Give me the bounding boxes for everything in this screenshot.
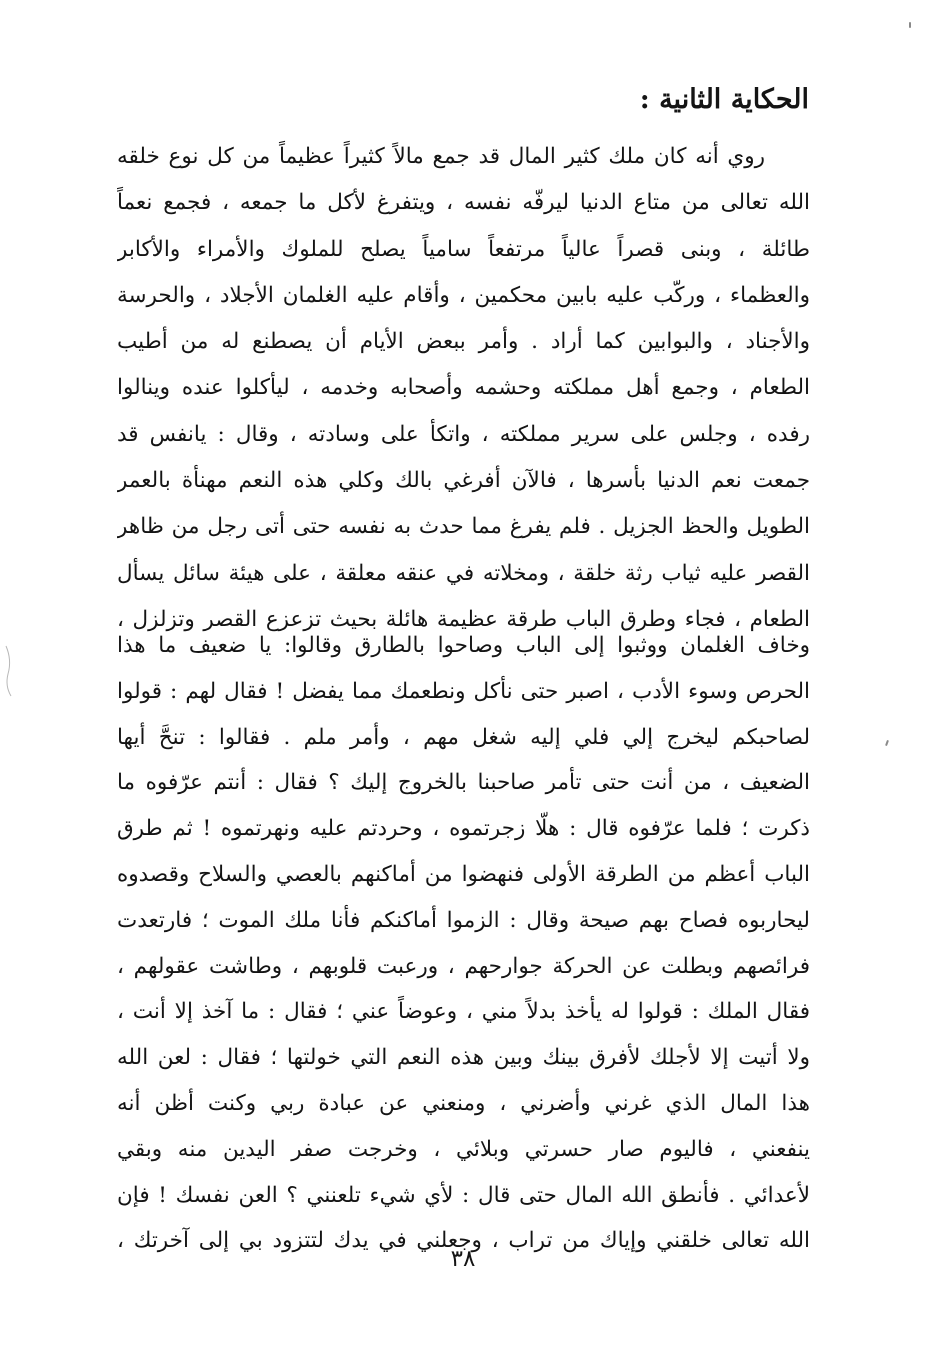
text-line: الطعام ، وجمع أهل مملكته وحشمه وأصحابه وخدمه ، ليأكلوا عنده وينالوا [117,375,810,401]
text-line: ذكرت ؛ فلما عرّفوه قال : هلّا زجرتموه ، وحردتم عليه ونهرتموه ! ثم طرق [117,816,810,842]
text-line: الله تعالى من متاع الدنيا ليرفّه نفسه ، ويتفرغ لأكل ما جمعه ، فجمع نعماً [117,190,810,216]
text-line: القصر عليه ثياب رثة خلقة ، ومخلاته في عنقه معلقة ، على هيئة سائل يسأل [117,560,810,586]
text-line: فرائصهم وبطلت عن الحركة جوارحهم ، ورعبت قلوبهم ، وطاشت عقولهم ، [117,953,810,979]
text-line: طائلة ، وبنى قصراً عالياً مرتفعاً سامياً يصلح للملوك والأمراء والأكابر [117,236,810,262]
text-line: ليحاربوه فصاح بهم صيحة وقال : الزموا أماكنكم فأنا ملك الموت ؛ فارتعدت [117,907,810,933]
text-line: لأعدائي . فأنطق الله المال حتى قال : لأي شيء تلعنني ؟ العن نفسك ! فإن [117,1182,810,1208]
page-number: ٣٨ [450,1246,476,1272]
scan-speck [885,740,889,746]
text-line: الضعيف ، من أنت حتى تأمر صاحبنا بالخروج إليك ؟ فقال : أنتم عرّفوه ما [117,770,810,796]
text-line: الله تعالى خلقني وإياك من تراب ، وجعلني في يدك لتتزود بي إلى آخرتك ، [117,1228,810,1254]
text-line: رفده ، وجلس على سرير مملكته ، واتكأ على وسادته ، وقال : يانفس قد [117,421,810,447]
text-line: الطعام ، فجاء وطرق الباب طرقة عظيمة هائلة بحيث تزعزع القصر وتزلزل ، [117,606,810,632]
text-line: الطويل والحظ الجزيل . فلم يفرغ مما حدث به نفسه حتى أتى رجل من ظاهر [117,514,810,540]
text-line: ينفعني ، فاليوم صار حسرتي وبلائي ، وخرجت صفر اليدين منه وبقي [117,1136,810,1162]
text-line: الباب أعظم من الطرقة الأولى فنهضوا من أماكنهم بالعصي والسلاح وقصدوه [117,861,810,887]
text-line: فقال الملك : قولوا له يأخذ بدلاً مني ، وعوضاً عني ؛ فقال : ما آخذ إلا أنت ، [117,999,810,1025]
paragraph-1 [117,134,810,643]
section-title: الحكاية الثانية : [639,84,809,115]
text-line: لصاحبكم ليخرج إلي فلي إليه شغل مهم ، وأمر ملم . فقالوا : تنحَّ أيها [117,724,810,750]
text-line: روي أنه كان ملك كثير المال قد جمع مالاً كثيراً عظيماً من كل نوع خلقه [117,144,765,169]
text-line: والأجناد ، والبوابين كما أراد . وأمر ببعض الأيام أن يصطنع له من أطيب [117,329,810,355]
text-line: وخاف الغلمان ووثبوا إلى الباب وصاحوا بالطارق وقالوا: يا ضعيف ما هذا [117,633,810,658]
text-line: الحرص وسوء الأدب ، اصبر حتى نأكل ونطعمك مما يفضل ! فقال لهم : قولوا [117,678,810,704]
text-line: هذا المال الذي غرني وأضرني ، ومنعني عن عبادة ربي وكنت أظن أنه [117,1090,810,1116]
scan-speck [909,22,911,28]
paragraph-2 [117,623,810,1264]
text-line: ولا أتيت إلا لأجلك لأفرق بينك وبين هذه النعم التي خولتها ؛ فقال : لعن الله [117,1045,810,1071]
text-line: والعظماء ، وركّب عليه بابين محكمين ، وأقام عليه الغلمان الأجلاد ، والحرسة [117,282,810,308]
text-line: جمعت نعم الدنيا بأسرها ، فالآن أفرغي بالك وكلي هذه النعم مهنأة بالعمر [117,468,810,494]
scan-edge-mark [2,640,32,700]
